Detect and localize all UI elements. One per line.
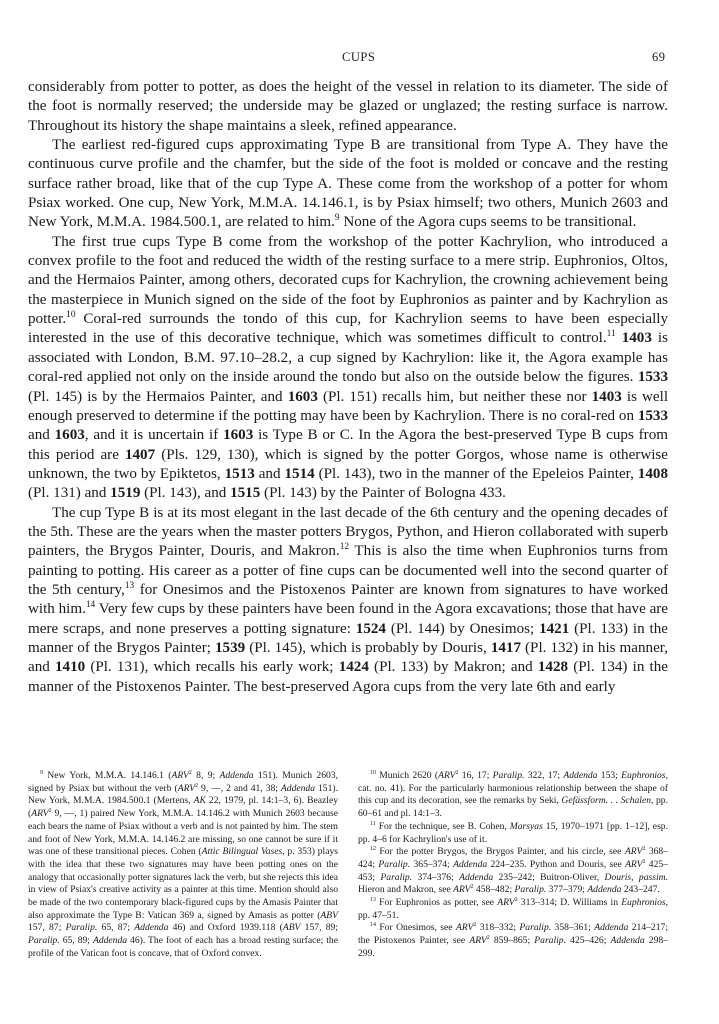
- text-run: The first true cups Type B come from the workshop of the potter Kachrylion, who introduced a convex profile to the foot and reduced the width of the resting surface to a mere strip. Euphronios, Oltos, and the Hermaios Painter, among others, decorated cups for Kachrylion, the crowning achievement being the masterpiece in Munich signed on the side of the foot by Euphronios as painter and by Kachrylion as potter.: [28, 233, 668, 328]
- catalog-number: 1407: [124, 446, 156, 463]
- text-run: , cat. no. 41). For the particularly harmonious relationship between the shape of this cup and its decoration, see the remarks by Seki,: [358, 770, 668, 807]
- text-run: Munich 2620 (: [375, 770, 439, 781]
- text-run: 859–865;: [489, 935, 535, 947]
- text-run: ARV: [469, 935, 487, 947]
- text-run: is well enough preserved to determine if the potting may have been by Kachrylion. There is no coral-red on: [28, 388, 669, 424]
- footnote-ref-11[interactable]: 11: [606, 329, 616, 340]
- text-run: 46) and Oxford 1939.118 (: [168, 922, 283, 934]
- text-run: 298–299.: [358, 935, 668, 959]
- text-run: The earliest red-figured cups approximating Type B are transitional from Type A. They have the continuous curve profile and the chamfer, but the side of the foot is molded or concave and the resting surface rather broad, like that of the cup Type A. These come from the workshop of a potter for whom Psiax worked. One cup, New York, M.M.A. 14.146.1, is by Psiax himself; two others, Munich 2603 and New York, M.M.A. 1984.500.1, are related to him.: [28, 137, 668, 231]
- catalog-number: 1533: [637, 407, 668, 424]
- footnote-marker: 11: [370, 820, 376, 827]
- text-run: Paralip.: [519, 922, 552, 934]
- footnote-marker: 9: [40, 769, 43, 776]
- text-run: Addenda: [92, 935, 128, 947]
- text-run: 358–361;: [551, 922, 595, 934]
- catalog-number: 1403: [591, 388, 622, 405]
- footnotes: [28, 770, 668, 961]
- text-run: , pp. 47–51.: [358, 897, 669, 921]
- text-run: For the technique, see B. Cohen,: [375, 820, 510, 832]
- text-run: Addenda: [594, 922, 629, 934]
- text-run: (Pl. 143) by the Painter of Bologna 433.: [260, 485, 506, 502]
- footnote-marker: 12: [370, 846, 376, 853]
- page-number: 69: [652, 50, 666, 64]
- footnote-9: [28, 770, 338, 961]
- catalog-number: 1603: [287, 388, 318, 405]
- footnote-10: [358, 770, 668, 821]
- text-run: (Pl. 134) in the manner of the Pistoxenos Painter. The best-preserved Agora cups from the very late 6th and early: [28, 659, 668, 695]
- text-run: (Pl. 143), and: [140, 485, 231, 502]
- text-run: Gefässform. . . Schalen: [561, 795, 652, 807]
- text-run: 365–374;: [410, 858, 454, 870]
- footnote-ref-10[interactable]: 10: [66, 310, 76, 321]
- text-run: 2: [470, 884, 474, 891]
- paragraph-1-text: considerably from potter to potter, as does the height of the vessel in relation to its diameter. The side of the foot is normally reserved; the underside may be glazed or unglazed; the resting surface is narrow. Throughout its history the shape maintains a sleek, refined appearance.: [28, 79, 668, 134]
- text-run: (Pl. 131), which recalls his early work;: [85, 659, 339, 676]
- text-run: 235–242; Buitron-Oliver,: [493, 871, 605, 883]
- footnote-11: [358, 821, 668, 846]
- text-run: 2: [486, 934, 490, 941]
- text-run: Addenda: [453, 858, 488, 870]
- text-run: 425–426;: [566, 935, 611, 947]
- text-run: Coral-red surrounds the tondo of this cup, for Kachrylion seems to have been especially interested in the use of this decorative technique, which was sometimes difficult to control.: [28, 311, 668, 347]
- text-run: ARV: [624, 846, 643, 858]
- catalog-number: 1424: [338, 659, 369, 676]
- text-run: For Euphronios as potter, see: [375, 897, 498, 909]
- text-run: 425–453;: [358, 858, 668, 883]
- text-run: (Pl. 131) and: [28, 485, 111, 502]
- text-run: 2: [48, 807, 52, 814]
- text-run: 2: [188, 769, 192, 776]
- text-run: 458–482;: [473, 884, 515, 896]
- footnote-marker: 10: [370, 769, 376, 776]
- text-run: 2: [473, 922, 477, 929]
- footnote-column-left: [28, 770, 338, 961]
- paragraph-2: [28, 136, 668, 233]
- text-run: Addenda: [280, 782, 316, 794]
- text-run: 243–247.: [621, 884, 660, 896]
- text-run: ARV: [171, 770, 189, 781]
- text-run: is associated with London, B.M. 97.10–28.2, a cup signed by Kachrylion: like it, the Agora example has coral-red applied not only on the inside around the tondo but also on the outside below the figures.: [28, 330, 668, 386]
- catalog-number: 1603: [223, 427, 254, 444]
- text-run: AK: [193, 795, 206, 807]
- text-run: 374–376;: [412, 871, 460, 883]
- text-run: 214–217; the Pistoxenos Painter, see: [358, 922, 668, 947]
- running-title: CUPS: [342, 50, 376, 64]
- text-run: 65, 89;: [59, 935, 93, 947]
- text-run: 2: [455, 769, 459, 776]
- catalog-number: 1533: [637, 369, 668, 386]
- catalog-number: 1539: [214, 639, 246, 656]
- text-run: , pp. 60–61 and pl. 14:1–3.: [358, 795, 669, 820]
- catalog-number: 1417: [490, 639, 521, 656]
- footnote-13: [358, 897, 668, 922]
- text-run: and: [28, 427, 55, 444]
- text-run: ARV: [177, 782, 196, 794]
- footnote-marker: 13: [370, 896, 376, 903]
- text-run: 151). Munich 2603, signed by Psiax but without the verb (: [28, 770, 338, 794]
- text-run: 318–332;: [476, 922, 520, 934]
- catalog-number: 1515: [230, 485, 261, 502]
- text-run: Paralip.: [514, 884, 547, 896]
- paragraph-4: [28, 504, 668, 697]
- text-run: 157, 89;: [300, 922, 338, 934]
- catalog-number: 1524: [355, 620, 386, 637]
- text-run: ARV: [31, 808, 49, 820]
- text-run: 377–379;: [546, 884, 588, 896]
- text-run: Addenda: [610, 935, 645, 947]
- catalog-number: 1603: [54, 427, 85, 444]
- text-run: 151). New York, M.M.A. 1984.500.1 (Mertens,: [28, 782, 338, 807]
- text-run: Addenda: [563, 770, 598, 781]
- text-run: Hieron and Makron, see: [358, 884, 454, 896]
- text-run: ARV: [497, 897, 515, 909]
- footnote-ref-13[interactable]: 13: [124, 580, 135, 591]
- text-run: 2: [195, 782, 199, 789]
- text-run: 2: [642, 846, 646, 853]
- catalog-number: 1410: [54, 659, 86, 676]
- text-run: Euphronios: [621, 770, 666, 781]
- text-run: 8, 9;: [191, 770, 220, 781]
- paragraph-3: [28, 233, 668, 504]
- text-run: (Pl. 133) in the manner of the Brygos Painter;: [28, 620, 668, 656]
- text-run: Paralip.: [380, 871, 413, 883]
- text-run: ABV: [320, 909, 338, 921]
- text-run: and: [254, 465, 285, 482]
- text-run: 368–424;: [358, 846, 669, 870]
- paragraph-1: [28, 78, 668, 136]
- text-run: 65, 87;: [97, 922, 135, 934]
- catalog-number: 1513: [224, 465, 255, 482]
- text-run: 153;: [597, 770, 622, 781]
- text-run: (Pl. 145), which is probably by Douris,: [245, 639, 491, 656]
- text-run: Paralip.: [28, 935, 60, 947]
- text-run: 224–235. Python and Douris, see: [487, 858, 626, 870]
- text-run: Addenda: [134, 922, 169, 934]
- text-run: (Pl. 145) is by the Hermaios Painter, and: [28, 388, 288, 405]
- text-run: 9, —, 1) paired New York, M.M.A. 14.146.2 with Munich 2603 because each bears the name of Psiax without a verb and is not painted by him. The stem and foot of New York, M.M.A. 14.146.2 are missing, so one cannot be sure if it was one of these transitional pieces. Cohen (: [28, 808, 338, 858]
- footnote-ref-12[interactable]: 12: [339, 542, 350, 553]
- footnote-14: [358, 922, 668, 960]
- catalog-number: 1421: [539, 620, 570, 637]
- footnote-ref-14[interactable]: 14: [85, 600, 96, 611]
- text-run: 2: [642, 858, 646, 865]
- catalog-number: 1519: [110, 485, 141, 502]
- text-run: is Type B or C. In the Agora the best-preserved Type B cups from this period are: [28, 427, 668, 463]
- text-run: Paralip.: [378, 858, 411, 870]
- footnote-column-right: [358, 770, 668, 961]
- text-run: ARV: [438, 770, 456, 781]
- catalog-number: 1403: [621, 330, 652, 347]
- text-run: Very few cups by these painters have been found in the Agora excavations; those that have are mere scraps, and none preserves a potting signature:: [28, 601, 668, 637]
- text-run: 15, 1970–1971 [pp. 1–12], esp. pp. 4–6 for Kachrylion's use of it.: [358, 820, 668, 845]
- text-run: The cup Type B is at its most elegant in the last decade of the 6th century and the opening decades of the 5th. These are the years when the master potters Brygos, Python, and Hieron collaborated with superb painters, the Brygos Painter, Douris, and Makron.: [28, 504, 668, 560]
- footnote-ref-9[interactable]: 9: [334, 213, 340, 224]
- text-run: Douris, passim.: [604, 871, 668, 883]
- text-run: ABV: [282, 922, 301, 934]
- text-run: Attic Bilingual Vases: [201, 846, 283, 858]
- text-run: For Onesimos, see: [375, 922, 456, 934]
- text-run: Paralip.: [534, 935, 566, 947]
- text-run: For the potter Brygos, the Brygos Painter, and his circle, see: [375, 846, 625, 858]
- body-text: [28, 78, 668, 697]
- catalog-number: 1428: [537, 659, 569, 676]
- text-run: Paralip.: [492, 770, 525, 781]
- text-run: (Pl. 133) by Makron; and: [368, 659, 538, 676]
- footnote-12: [358, 846, 668, 897]
- text-run: ARV: [625, 858, 643, 870]
- footnote-marker: 14: [370, 922, 376, 929]
- text-run: 9, —, 2 and 41, 38;: [198, 782, 281, 794]
- text-run: ARV: [455, 922, 474, 934]
- text-run: This is also the time when Euphronios turns from painting to potting. His career as a potter of fine cups can be documented well into the second quarter of the 5th century,: [28, 543, 668, 598]
- text-run: Paralip.: [65, 922, 98, 934]
- text-run: (Pl. 151) recalls him, but neither these nor: [317, 388, 592, 405]
- text-run: (Pl. 144) by Onesimos;: [385, 620, 540, 637]
- text-run: Marsyas: [509, 820, 543, 832]
- text-run: , and it is uncertain if: [84, 427, 224, 444]
- text-run: Addenda: [459, 871, 494, 883]
- text-run: (Pl. 132) in his manner, and: [28, 639, 668, 676]
- catalog-number: 1514: [284, 465, 315, 482]
- text-run: 313–314; D. Williams in: [517, 897, 622, 909]
- text-run: New York, M.M.A. 14.146.1 (: [42, 770, 172, 781]
- text-run: ARV: [453, 884, 471, 896]
- text-run: 16, 17;: [458, 770, 493, 781]
- catalog-number: 1408: [637, 465, 668, 482]
- text-run: 2: [514, 896, 518, 903]
- text-run: , p. 353) plays with the idea that these two signatures may have been potting ones on the analogy that occasionally potter signatures lack the verb, but she rejects this idea in view of Psiax's creative activity as a painter at this time. Mention should also be made of the two contemporary black-figured cups by the Amasis Painter that also approximate the Type B: Vatican 369 a, signed by Amasis as potter (: [28, 846, 338, 921]
- text-run: for Onesimos and the Pistoxenos Painter are known from signatures to have worked with him.: [28, 581, 669, 618]
- text-run: None of the Agora cups seems to be transitional.: [339, 214, 637, 231]
- text-run: (Pls. 129, 130), which is signed by the potter Gorgos, whose name is otherwise unknown, the two by Epiktetos,: [28, 446, 668, 482]
- text-run: 157, 87;: [28, 922, 66, 934]
- text-run: (Pl. 143), two in the manner of the Epeleios Painter,: [314, 465, 638, 482]
- text-run: Addenda: [587, 884, 622, 896]
- text-run: 46). The foot of each has a broad resting surface; the profile of the Vatican foot is concave, that of Oxford convex.: [28, 935, 338, 959]
- text-run: Euphronios: [621, 897, 666, 909]
- text-run: Addenda: [219, 770, 254, 781]
- text-run: 322, 17;: [524, 770, 564, 781]
- text-run: 22, 1979, pl. 14:1–3, 6). Beazley (: [28, 795, 338, 820]
